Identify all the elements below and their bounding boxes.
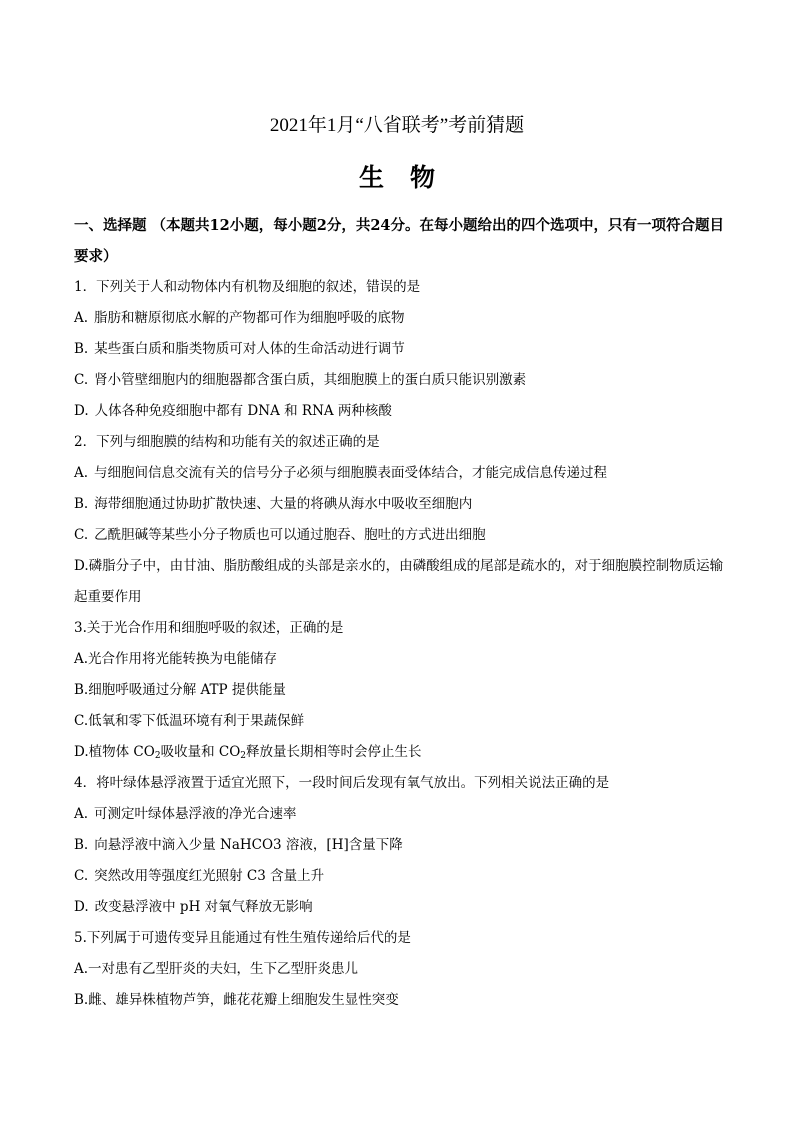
question-stem: 3.关于光合作用和细胞呼吸的叙述，正确的是 [74, 620, 344, 636]
option-a: A.光合作用将光能转换为电能储存 [74, 651, 278, 667]
option-b: B. 某些蛋白质和脂类物质可对人体的生命活动进行调节 [74, 341, 405, 357]
option-a: A. 与细胞间信息交流有关的信号分子必须与细胞膜表面受体结合，才能完成信息传递过程 [74, 465, 608, 481]
option-b: B. 海带细胞通过协助扩散快速、大量的将碘从海水中吸收至细胞内 [74, 496, 473, 512]
option-c: C.低氧和零下低温环境有利于果蔬保鲜 [74, 713, 305, 729]
option-b: B. 向悬浮液中滴入少量 NaHCO3 溶液，[H]含量下降 [74, 837, 403, 853]
option-b: B.雌、雄异株植物芦笋，雌花花瓣上细胞发生显性突变 [74, 992, 399, 1008]
option-c: C. 突然改用等强度红光照射 C3 含量上升 [74, 868, 325, 884]
option-d: D.植物体 $CO_2$吸收量和 $CO_2$释放量长期相等时会停止生长 [74, 744, 422, 761]
document-title: 2021年1月“八省联考”考前猜题 [269, 115, 525, 136]
option-d: D. 人体各种免疫细胞中都有 DNA 和 RNA 两种核酸 [74, 403, 392, 419]
option-a: A. 可测定叶绿体悬浮液的净光合速率 [74, 806, 297, 822]
option-d: D. 改变悬浮液中 pH 对氧气释放无影响 [74, 899, 313, 915]
option-b: B.细胞呼吸通过分解 ATP 提供能量 [74, 682, 286, 698]
question-stem: 5.下列属于可遗传变异且能通过有性生殖传递给后代的是 [74, 930, 411, 946]
question-list [74, 272, 726, 1016]
option-c: C. 乙酰胆碱等某些小分子物质也可以通过胞吞、胞吐的方式进出细胞 [74, 527, 486, 543]
section-heading: 一、选择题 （本题共12小题，每小题2分，共24分。在每小题给出的四个选项中，只有一项符合题目要求） [74, 217, 724, 265]
question-stem: 4．将叶绿体悬浮液置于适宜光照下，一段时间后发现有氧气放出。下列相关说法正确的是 [74, 775, 610, 791]
option-d: D.磷脂分子中，由甘油、脂肪酸组成的头部是亲水的，由磷酸组成的尾部是疏水的，对于细胞膜控制物质运输起重要作用 [74, 558, 724, 605]
question-stem: 2．下列与细胞膜的结构和功能有关的叙述正确的是 [74, 434, 380, 450]
question-stem: 1．下列关于人和动物体内有机物及细胞的叙述，错误的是 [74, 279, 421, 295]
option-a: A.一对患有乙型肝炎的夫妇，生下乙型肝炎患儿 [74, 961, 359, 977]
option-a: A. 脂肪和糖原彻底水解的产物都可作为细胞呼吸的底物 [74, 310, 405, 326]
option-c: C. 肾小管壁细胞内的细胞器都含蛋白质，其细胞膜上的蛋白质只能识别激素 [74, 372, 527, 388]
subject-title: 生物 [358, 163, 461, 192]
